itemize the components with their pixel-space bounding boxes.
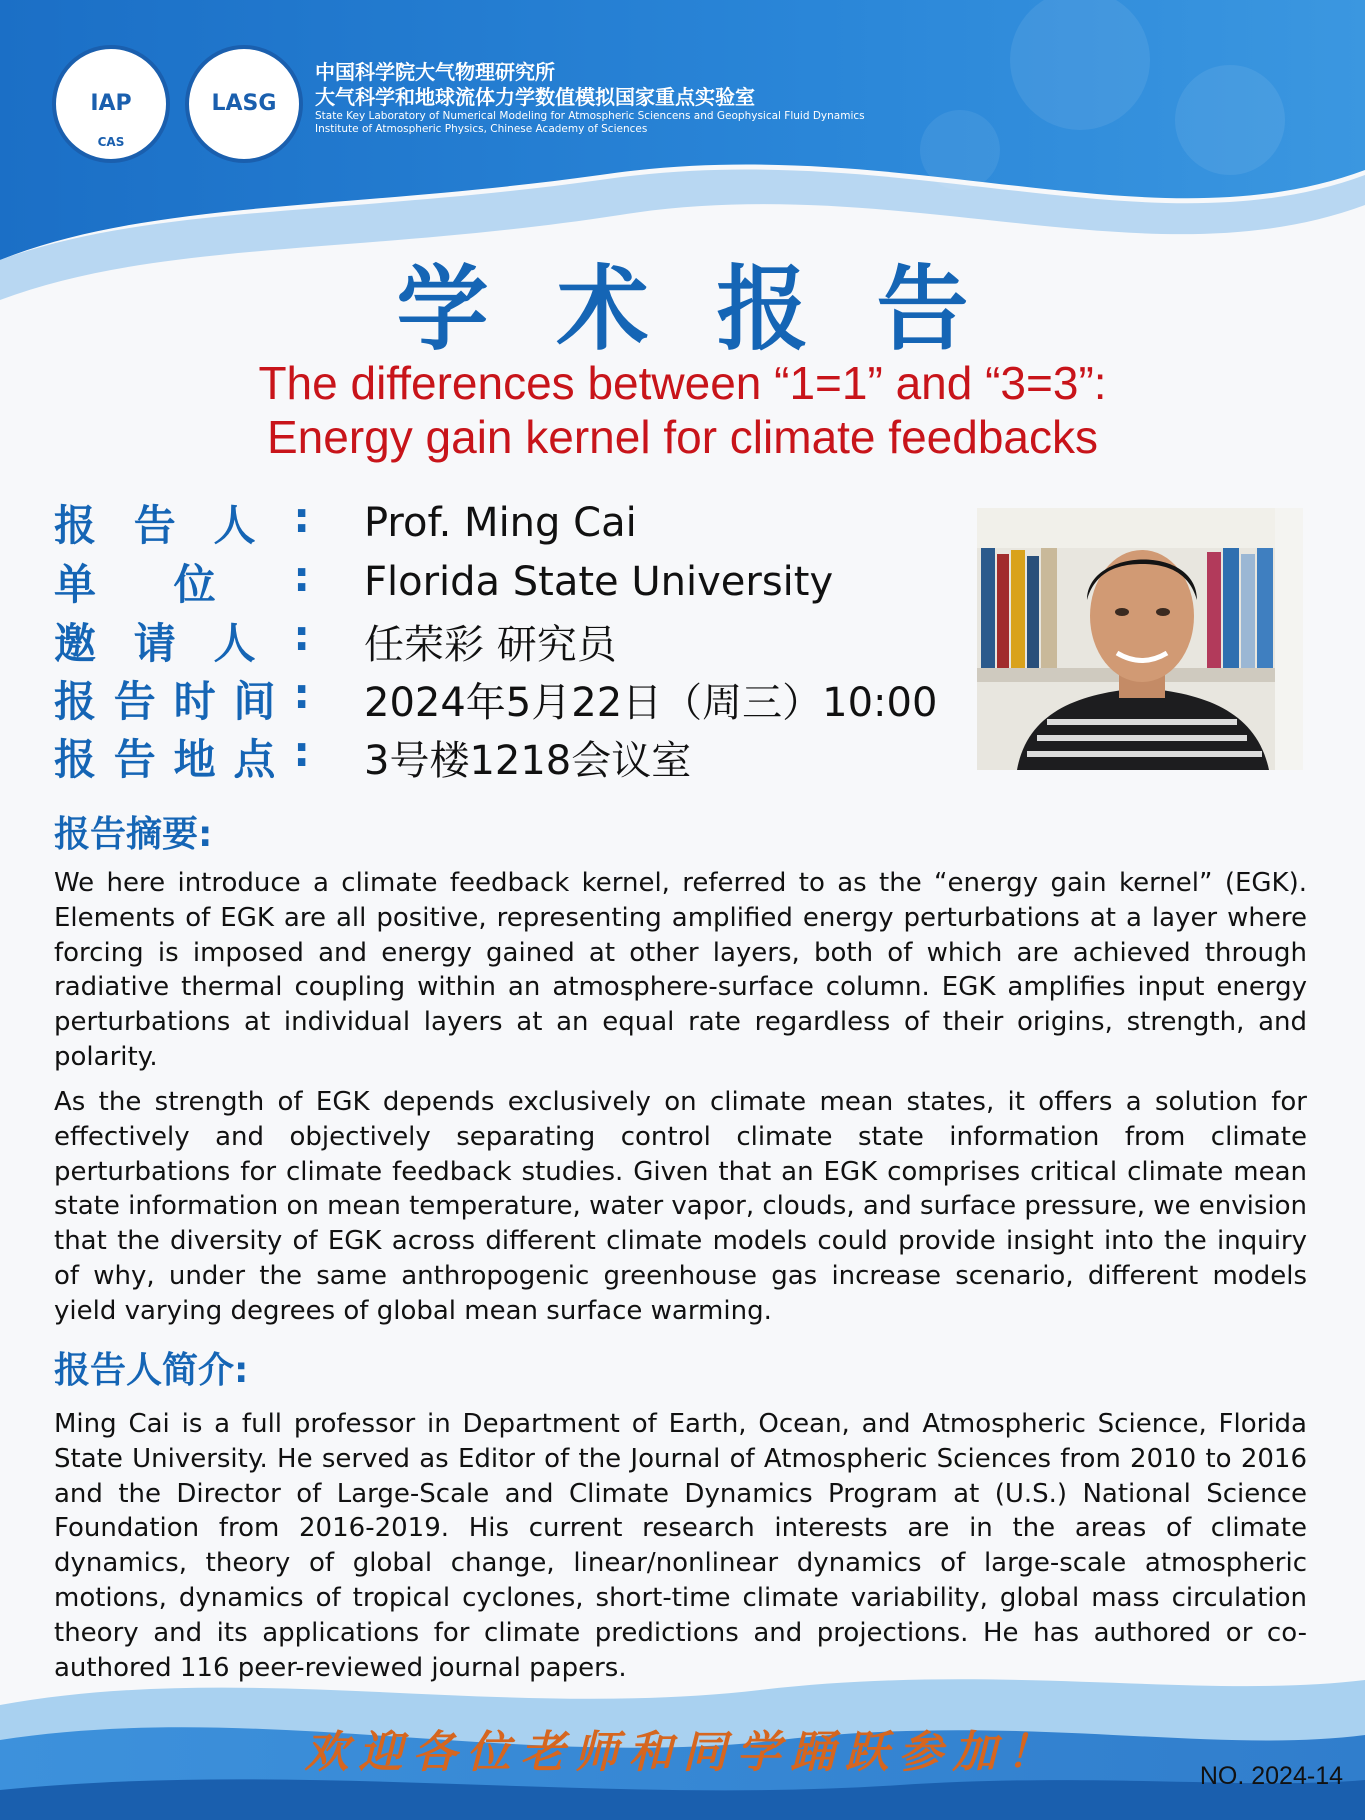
info-value: 3号楼1218会议室 (364, 737, 692, 784)
info-label-char: 点 (233, 735, 276, 784)
info-label-char: 间 (233, 677, 276, 726)
welcome-banner: 欢迎各位老师和同学踊跃参加！ (304, 1727, 1061, 1778)
info-value: Florida State University (364, 559, 834, 605)
institution-name-en: Institute of Atmospheric Physics, Chinese Academy of Sciences (315, 123, 648, 135)
abstract-heading: 报告摘要: (54, 814, 213, 855)
info-label (54, 552, 310, 612)
info-label-char: 地 (173, 735, 216, 784)
info-label-char: 单 (54, 560, 97, 609)
institution-name-cn: 中国科学院大气物理研究所 (315, 60, 555, 84)
info-label-char: 告 (113, 735, 156, 784)
iap-logo-sub: CAS (97, 135, 125, 149)
info-label-char: 邀 (54, 619, 97, 668)
info-label-char: 告 (133, 501, 176, 550)
iap-logo (52, 45, 170, 163)
abstract-paragraph-2: As the strength of EGK depends exclusively on climate mean states, it offers a solution for effectively and objectively separating control climate state information from climate perturbations for climate feedback studies. Given that an EGK comprises critical climate mean state information on mean temperature, water vapor, clouds, and surface pressure, we envision that the diversity of EGK across different climate models could provide insight into the inquiry of why, under the same anthropogenic greenhouse gas increase scenario, different models yield varying degrees of global mean surface warming. (54, 1087, 1307, 1326)
lab-name-cn: 大气科学和地球流体力学数值模拟国家重点实验室 (315, 85, 755, 109)
lasg-logo-text: LASG (211, 91, 277, 116)
info-value: 2024年5月22日（周三）10:00 (364, 679, 938, 726)
lab-name-en: State Key Laboratory of Numerical Modeling for Atmospheric Sciencens and Geophysical Fluid Dynamics (315, 110, 865, 122)
iap-logo-text: IAP (90, 91, 132, 116)
info-label-char: 报 (54, 735, 97, 784)
info-label-colon: : (293, 727, 310, 776)
info-label-char: 时 (173, 677, 216, 726)
bio-paragraph: Ming Cai is a full professor in Department of Earth, Ocean, and Atmospheric Science, Florida State University. He served as Editor of the Journal of Atmospheric Sciences from 2010 to 2016 and the Director of Large-Scale and Climate Dynamics Program at (U.S.) National Science Foundation from 2016-2019. His current research interests are in the areas of climate dynamics, theory of global change, linear/nonlinear dynamics of large-scale atmospheric motions, dynamics of tropical cyclones, short-time climate variability, global mass circulation theory and its applications for climate predictions and projections. He has authored or co-authored 116 peer-reviewed journal papers. (54, 1409, 1307, 1683)
info-value: Prof. Ming Cai (364, 500, 637, 546)
info-label-char: 报 (54, 501, 97, 550)
info-label (54, 611, 310, 671)
info-label-colon: : (293, 669, 310, 718)
info-label-char: 请 (133, 619, 176, 668)
institution-block (315, 60, 865, 136)
info-label-char: 人 (213, 501, 256, 550)
lasg-logo (185, 45, 303, 163)
info-row (54, 494, 637, 552)
talk-title (60, 356, 1305, 464)
info-row (54, 728, 691, 786)
info-label-colon: : (293, 611, 310, 660)
info-row (54, 670, 937, 728)
poster-title: 学术报告 (396, 256, 1037, 363)
info-row (54, 553, 833, 611)
info-row (54, 612, 617, 670)
info-label (54, 727, 310, 787)
info-label-colon: : (293, 493, 310, 542)
info-label (54, 669, 310, 729)
info-label-char: 告 (113, 677, 156, 726)
info-label-char: 报 (54, 677, 97, 726)
speaker-photo (977, 508, 1303, 770)
info-label-char: 人 (213, 619, 256, 668)
serial-number: NO. 2024-14 (1199, 1762, 1343, 1790)
talk-title-line2: Energy gain kernel for climate feedbacks (267, 411, 1098, 463)
speaker-portrait-image (977, 508, 1303, 770)
info-label (54, 493, 310, 553)
bio-heading: 报告人简介: (54, 1350, 249, 1391)
info-label-char: 位 (173, 560, 216, 609)
talk-title-line1: The differences between “1=1” and “3=3”: (258, 357, 1107, 409)
info-label-colon: : (293, 552, 310, 601)
info-value: 任荣彩 研究员 (364, 621, 617, 668)
abstract-paragraph-1: We here introduce a climate feedback kernel, referred to as the “energy gain kernel” (EGK). Elements of EGK are all positive, representing amplified energy perturbations at a layer where forcing is imposed and energy gained at other layers, both of which are achieved through radiative thermal coupling within an atmosphere-surface column. EGK amplifies input energy perturbations at individual layers at an equal rate regardless of their origins, strength, and polarity. (54, 868, 1307, 1072)
